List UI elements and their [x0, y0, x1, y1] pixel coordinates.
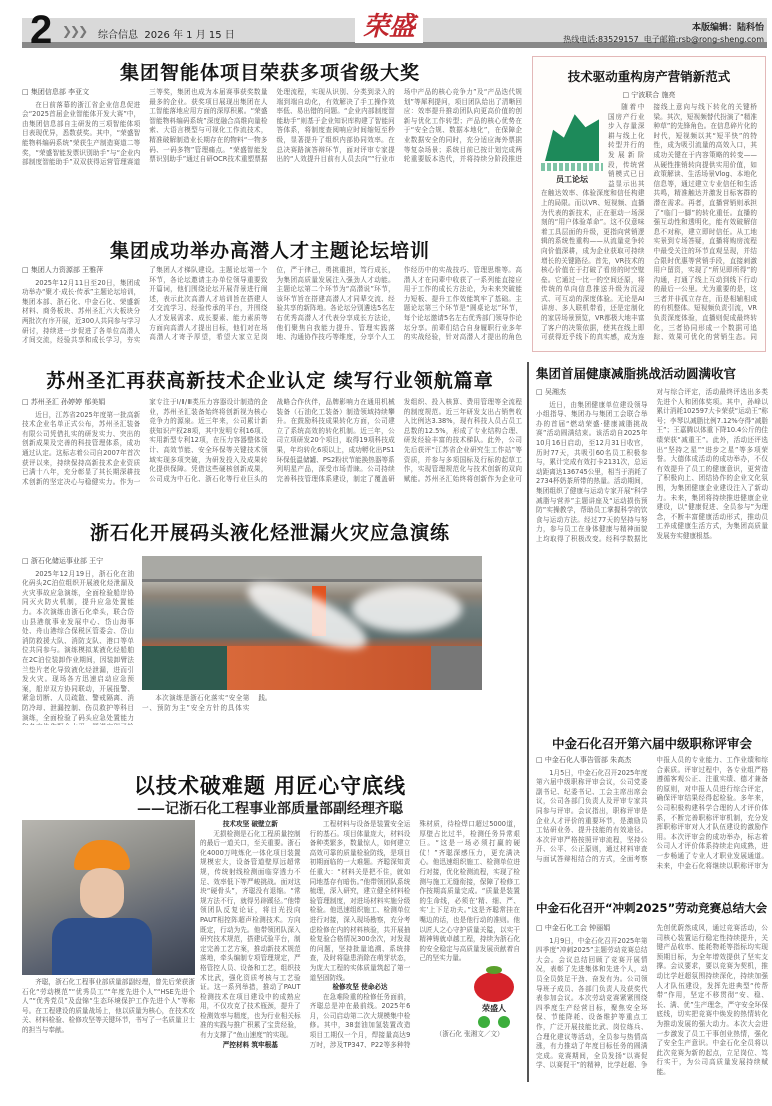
article-title: 浙石化开展码头液化烃泄漏火灾应急演练 — [89, 522, 450, 544]
article-title: 集团成功举办高潜人才主题论坛培训 — [109, 240, 430, 262]
section-heading: 技术攻坚 破壁立新 — [222, 820, 278, 828]
mascot-label: 荣盛人 — [481, 1003, 506, 1013]
issue-date: 2026 年 1 月 15 日 — [144, 30, 235, 41]
mascot-apple-icon — [468, 966, 520, 1028]
email: 电子邮箱:rsb@rong-sheng.com — [643, 35, 764, 44]
paragraph: 2025年12月19日，浙石化在油化码头2C泊位组织开展液化烃泄漏及火灾事故应急演练，全面检验船岸协同灭火防火机制，提升应急处置能力。本次演练由浙石化牵头，联合岱山县港航事业发展中心、岱山海事处、舟山港综合保税区管委会、岱山消防救援大队、消防支队、港口等单位共同参与。演练模拟某液化烃船舶在2C泊位装卸作业期间，因装卸臂法兰垫片老化导致液化烃泄漏，进而引发火灾。现场各方迅速启动应急预案，船岸双方协同联动，开展报警、紧急切断、人员疏散、警戒隔离、消防冷却、泄漏控制、伤员救护等科目演练，全面检验了码头应急处置能力 — [22, 569, 134, 722]
tanker-drill-photo — [142, 556, 482, 690]
column-label: 员工论坛 — [556, 174, 588, 184]
paragraph: 无损检测是石化工程质量控制的最后一道关口，至关重要。浙石化4000万吨炼化一体化项目装置规模宏大，设备管道壁厚远超常规，传统射线检测面临穿透力不足、效率低下等严峻挑战。面对这块“硬骨头”，齐聪没有退缩。“常规方法不行，就得另辟蹊径。”他带领团队反复论证，将目光投向PAUT相控阵超声检测技术。方向既定，行动为先。他带领团队深入研究技术规范，搭建试验平台，制定完善工艺方案，推动新技术规范落地，牵头编制专项管理规定，严格管控人员、设备和工艺，组织技术比武，强化资质考核与工艺验证。这一系列举措，推动了PAUT检测技术在项目建设中的成熟应用，不仅攻克了技术瓶颈，提升了检测效率与精度，也为行业相关标准的实践与推广积累了宝贵经验，有力支撑了“鱼山速度”的实现。 — [200, 829, 301, 1040]
paragraph: 1月5日，中金石化召开2025年度第六届中级职称评审会议，公司党委副书记、纪委书记、工会主席出席会议，公司各部门负责人及评审专家共同参与评审。会议指出，职称评审是企业人才评价的重要环节，是激励员工钻研业务、提升技能的有效途径。本次评审严格按照评审流程，坚持公开、公平、公正原则，通过材料审查与面试答辩相结合的方式，全面考察申报人员的专业能力、工作业绩和综合素质。评审过程中，各专业组严格遵循客观公正、注重实绩、德才兼备的原则，对申报人员进行综合评定，确保评审结果经得起检验。多年来，公司积极构建科学合理的人才评价体系，不断完善职称评审机制，充分发挥职称评审对人才队伍建设的激励作用。本次评审会的成功举办，标志着公司人才评价体系持续走向成熟，进一步畅通了专业人才职业发展通道。未来，中金石化将继续以职称评审为 — [536, 756, 768, 870]
article-body — [536, 388, 768, 710]
article-body — [541, 103, 757, 343]
editor-info — [563, 22, 764, 46]
byline: □ 浙石化储运事业部 王宁 — [22, 557, 104, 565]
article-body — [22, 978, 195, 1098]
paragraph: 近日，江苏省2025年度第一批高新技术企业名单正式公布，苏州圣汇装备有限公司凭借扎实的研发实力、突出的创新成果及完善的科技管理体系，成功通过认定。这标志着公司自2007年首次获评以来，持续保持高新技术企业资质已满十八年，充分彰显了其长期深耕技术创新的坚定决心与稳健实力。作为一家专注于Ⅰ/Ⅱ/Ⅲ类压力容器设计制造的企业，苏州圣汇装备始终将创新视为核心竞争力的源泉。近三年来，公司累计新获知识产权28项，其中发明专利16项、实用新型专利12项，在压力容器整体设计、高效节能、安全环保等关键技术领域实现多项突破，为研发投入及成果转化提供保障。凭借这些硬核创新成果，公司成为中石化、浙石化等行业巨头的战略合作伙伴，品牌影响力在通用机械装备（石油化工装备）制造领域持续攀升。在鼓励科技成果转化方面，公司建立了系统高效的转化机制。近三年，公司立项研发20个项目，取得19项科技成果，年均转化6项以上，成功孵化出PS1环保低温储罐、PS2粉状节能换热器等系列明星产品，深受市场青睐。公司持续完善科技管理体系建设，制定了覆盖研发组织、投入核算、费用管理等全流程的制度规范。近三年研发支出占销售收入比例达3.38%，现有科技人员占员工总数的12.5%，形成了专业结构合理、研发经验丰富的技术梯队。此外，公司先后获评“江苏省企业研究生工作站”等资质，并参与多项国标及行标的起草工作，实现管理规范化与技术创新的双向赋能。苏州圣汇始终将创新作为企业可 — [22, 398, 522, 486]
byline: □ 苏州圣汇 孙婷婷 郁美娟 — [22, 398, 106, 406]
worker-portrait-photo — [22, 820, 195, 975]
byline: □ 吴湘杰 — [536, 388, 566, 396]
section-name: 综合信息 — [98, 30, 138, 41]
article-title: 集团智能体项目荣获多项省级大奖 — [119, 62, 420, 84]
page-number: 2 — [30, 8, 53, 52]
paragraph: 工程材料与设备是装置安全运行的基石。项目体量庞大，材料设备种类繁多，数量惊人，如何建立高效可靠的质量检验防线，是项目初期面临的一大难题。齐聪深知责任重大：“材料关是把不住，就如同地基存有暗伤。”他带领团队系统梳理，深入研究，建立健全材料检验管理制度，对进场材料实施分级检验。他迅速组织施工、检测单位进行对接，深入现场勘察，充分考虑检修在内的材料核验，共开展抽检复验合格情况300余次，对发现的问题，坚持批量追溯、系统排查，及时将隐患消除在萌芽状态，为庞大工程的实体质量筑起了第一道坚固防线。 — [309, 820, 411, 982]
article-body — [22, 398, 522, 490]
byline: □ 集团人力资源部 王雅萍 — [22, 266, 104, 274]
author-signature: （浙石化 张湘文／文） — [435, 1029, 504, 1038]
byline: □ 集团信息部 李亚文 — [22, 88, 90, 96]
newspaper-logo: 荣盛 — [355, 6, 423, 43]
article-title: 中金石化召开第六届中级职称评审会 — [551, 736, 752, 751]
article-body — [22, 557, 134, 725]
article-body — [536, 924, 768, 1082]
paragraph: 随着中国房产行业步入存量深耕与线上化转型并行的发展新阶段，传统营销模式已日益显示出其在触达效率、体验深度和信任构建上的局限。而以VR、短视频、直播为代表的新技术，正在驱动一场深刻的“用户体验革命”。这不仅意味着工具层面的升级，更指向营销逻辑的系统性重构——从流量竞争转向价值深耕，成为企业获取可持续增长的关键路径。首先，VR技术的核心价值在于打破了看房的时空壁垒。它通过一比一的空间还原，将传统的单向信息推送升级为沉浸式、可互动的深度体验。无论是AI讲房、多人联机带看，还是定制化的家居场景预览，VR都极大地丰富了客户的决策依据，使其在线上即可获得近乎线下的真实感，成为连接线上意向与线下转化的关键桥梁。其次，短视频替代扮演了“精准种草”的先锋角色。在信息碎片化的时代，短视频以其“短平快”的特性，成为吸引流量的高效入口，其成功关键在于内容策略的转变——从硬性推销转向提供实用价值，如政策解读、生活场景Vlog、本地化信息等，通过建立专业信任和生活共鸣，精准触达并激发目标客群的潜在需求。再者，直播营销则承担了“临门一脚”的转化重任。直播的强互动性和透明化，能有效破解信息不对称，建立即时信任。从工地实景到专场答疑，直播将购房流程中最受关注的环节直观呈现，并结合限时优惠等营销手段，直接刺激用户留资，实现了“所见即所得”的沟通，打通了线上互动到线下行动的最后一公里。尤为重要的是，这三者并非孤立存在，而是相辅相成的有机整体。短视频负责引流，VR负责深度体验，直播则促成最终转化，三者协同形成一个数据可追踪、效果可优化的营销生态。同 — [541, 103, 757, 342]
byline: □ 宁波联合 施亮 — [622, 91, 676, 99]
article-body-columns — [200, 820, 520, 1104]
paragraph: 1月9日，中金石化召开2025年第四季度“冲刺2025”主题劳动竞赛总结大会。会议总结回顾了竞赛开展情况，表彰了先进集体和先进个人，动员全员鼓足干劲、奋发有为。公司领导班子成员、各部门负责人及获奖代表参加会议。本次劳动竞赛紧紧围绕四季度生产经营目标，聚焦安全环保、节能降耗、设备维护等重点工作，广泛开展技能比武、岗位练兵、合理化建议等活动，全员参与热情高涨，有力推动了年度目标任务的圆满完成。竞赛期间，全员发扬“以赛促学、以赛促干”的精神，比学赶超、争先创优蔚然成风，通过竞赛活动，公司核心装置运行稳定性持续提升，关键产品收率、能耗物耗等指标均实现预期目标，为全年增效提供了坚实支撑。会议要求，要以竞赛为契机，推动比学赶超氛围持续深化，持续加强人才队伍建设，发挥先进典型“传帮带”作用，坚定不移贯彻“安、稳、长、满、优”生产理念，严守安全环保底线，切实把竞赛中焕发的热情转化为推动发展的强大动力。本次大会进一步激发了员工干事创业热情，强化了安全生产意识。中金石化全员将以此次竞赛为新的起点，立足岗位、笃行实干，为公司高质量发展持续赋能。 — [536, 924, 768, 1076]
chevrons-icon: ❯❯❯ — [62, 24, 87, 38]
article-body — [22, 266, 522, 348]
article-title: 技术驱动重构房产营销新范式 — [567, 69, 731, 84]
paragraph: 齐聪，浙石化工程事业部质量部副经理，曾先后荣获浙石化“劳动模范”“优秀员工”“年度先进个人”“HSE先进个人”“优秀党员”及盘锦“生态环境保护工作先进个人”等称号。在工程建设的质量战场上，他以质量为核心，在技术攻关、材料检验、检修攻坚等关键环节，书写了一名质量卫士的担当与奉献。 — [22, 978, 195, 1034]
staff-forum-art — [541, 105, 603, 187]
section-heading: 严控材料 筑牢根基 — [222, 1040, 278, 1049]
photo-caption — [142, 694, 482, 724]
column-divider — [527, 362, 529, 1082]
section-and-date — [98, 26, 235, 41]
paragraph: 近日，由集团健康单位建设领导小组指导、集团办与集团工会联合举办的首届“燃动荣盛·健康减脂挑战赛”活动圆满结束。该活动自2025年10月16日启动，至12月31日收官，历时77天，共吸引60名员工积极参与，累计完成有效打卡2131次，总运动距离达136745公里，相当于消耗了2734杯奶茶所带的热量。活动期间，集团组织了健康与运动专家开展“科学减脂与营养”主题讲座及“运动损伤预防”实操教学，帮助员工掌握科学的饮食与运动方法。经过77天的坚持与努力，参与员工在身体健康与精神面貌上均取得了积极改变。经科学数据比对与综合评定，活动最终评选出多类先进个人和团体奖项。其中，孙峰以累计消耗102597大卡荣获“运动王”称号；李琴以减脂比例7.12%夺得“减脂王”；王嘉腾以体重下降10.4公斤的佳绩荣获“减重王”。此外，活动还评选出“坚持之星”“进步之星”等多项荣誉。大德体成活动的成功举办，不仅有效提升了员工的健康意识，更营造了积极向上、团结协作的企业文化氛围，为集团健康企业建设注入了新动力。未来，集团将持续推进健康企业建设，以“健康促进、全员参与”为理念，不断丰富健康活动形式，推动员工养成健康生活方式，为集团高质量发展夯实健康根基。 — [536, 388, 768, 543]
paragraph: 本次演练是浙石化落实“安全第一、预防为主”安全方针的具体实践。 — [142, 694, 272, 712]
byline: □ 中金石化工会 钟丽娟 — [536, 924, 611, 932]
staff-forum-box — [532, 56, 766, 352]
article-title: 以技术破难题 用匠心守底线 — [133, 774, 407, 798]
byline: □ 中金石化人事告管部 朱高杰 — [536, 756, 632, 764]
editor-name: 本版编辑：陆科怡 — [691, 23, 764, 33]
article-subtitle: ——记浙石化工程事业部质量部副经理齐聪 — [137, 801, 403, 817]
article-body — [536, 756, 768, 872]
article-body — [22, 88, 522, 170]
article-title: 中金石化召开“冲刺2025”劳动竞赛总结大会 — [536, 901, 768, 915]
paragraph: 2025年12月11日至20日，集团成功举办“聚才·成长·传承”主题论坛培训，集团本部、浙石化、中金石化、荣盛新材料、商务板块、苏州圣汇六大板块分两批次有序开展，近300人共同参与学习研讨，持续进一步促进了各单位高潜人才间交流，经验共享和成长学习，夯实了集团人才梯队建设。主题论坛第一个环节，各论坛邀请主办单位领导重要致开篇词，他们围绕论坛开展背景进行阐述，表示此次高潜人才培训旨在搭建人才交流学习、经验传承的平台，并围绕人才发展需求、成长要素、能力素质等方面向高潜人才提出目标，他们对在场高潜人才寄予厚望，希望大家立足岗位，严于律己，勇挑重担，笃行成长，为集团高质量发展注入强劲人才动能。主题论坛第二个环节为“高潜说”环节，该环节旨在搭建高潜人才同辈交流、经验共享的新阵地。各论坛分别遴选5名左右优秀高潜人才代表分享成长方法论，他们聚焦自我能力提升、管理实践落地、沟通协作技巧等维度，分享个人工作经历中的实战技巧、管理思维等。高潜人才在同辈中收获了一系列能直接应用于工作的成长方法论，为未来突破能力短板、提升工作效能筑牢了基础。主题论坛第三个环节是“圆桌论坛”环节，每个论坛邀请5名左右优秀部门领导作论坛分享。前辈们结合自身履职行业多年的实战经验，针对高潜人才提出的角色 — [22, 266, 522, 345]
paragraph: 在日前落幕的浙江省企业信息促进会“2025首届企业智能体开发大赛”中，由集团信息部自主研发的三项智能体项目表现优异，悉数获奖。其中，“荣盛智能物料编码系统”荣获生产制造赛道二等奖，“荣盛智能发票识别助手”与“企业内部制度智能助手”双双获得运营管理赛道三等奖，集团也成为本届赛事获奖数量最多的企业。获奖项目展现出集团在人工智能落地应用方面的深厚积累。“荣盛智能物料编码系统”深度融合高维向量检索、大语言模型与可视化工作流技术，精准破解制造业长期存在的物料“一物多码、一码多物”管理痛点。“荣盛智能发票识别助手”通过自研OCR技术重塑票据处理流程，实现从识别、分类到录入的端到端自动化，有效解决了手工操作效率低、易出错的问题。“企业内部制度智能助手”则基于企业知识库构建了智能问答体系，将制度查阅响应时间缩短至秒级，显著提升了组织内部协同效率。在总决赛路演答辩环节，面对评审专家提出的“人效提升目前有人员去向”“行业市场中产品的核心竞争力”及“产品迭代规划”等犀利提问，项目团队给出了清晰回应：效率提升推动团队向更高价值的创新与优化工作转型；产品的核心优势在于“安全合规、数据本地化”，在保障企业数据安全的同时，充分适应海外票据等复杂场景；系统目前已按计划完成两轮重要版本迭代，并将持续分阶段推进 — [22, 88, 522, 167]
paragraph: 在急难险重的检修任务面前，齐聪总是冲在最前线。2025年6月，公司启动第二次大规模集中检修。其中，38套油加氢装置改造项目工期仅一个月，焊接量高达9万吋，涉及TP347、P22等多种特殊材质，待检焊口超过5000道，厚壁占比过半，检测任务异常艰巨。“这是一场必须打赢的硬仗！”齐聪深感压力，更充满决心。他迅速组织施工、检测单位进行对接，优化检测流程，实现了检测与施工无缝衔接，保障了检修工作按期高质量完成。“质量是装置的生命线，必须在‘精、细、严、实’上下足功夫。”这是齐聪常挂在嘴边的话，也是他行动的准则。他以匠人之心守护质量关隘，以实干精神铸就卓越工程，持续为浙石化的安全稳定与高质量发展贡献着自己的坚实力量。 — [309, 820, 520, 1049]
article-title: 集团首届健康减脂挑战活动圆满收官 — [536, 366, 737, 381]
section-heading: 检修攻坚 使命必达 — [332, 983, 388, 992]
hotline: 热线电话:83529157 — [563, 35, 639, 44]
article-title: 苏州圣汇再获高新技术企业认定 续写行业领航篇章 — [46, 370, 494, 392]
